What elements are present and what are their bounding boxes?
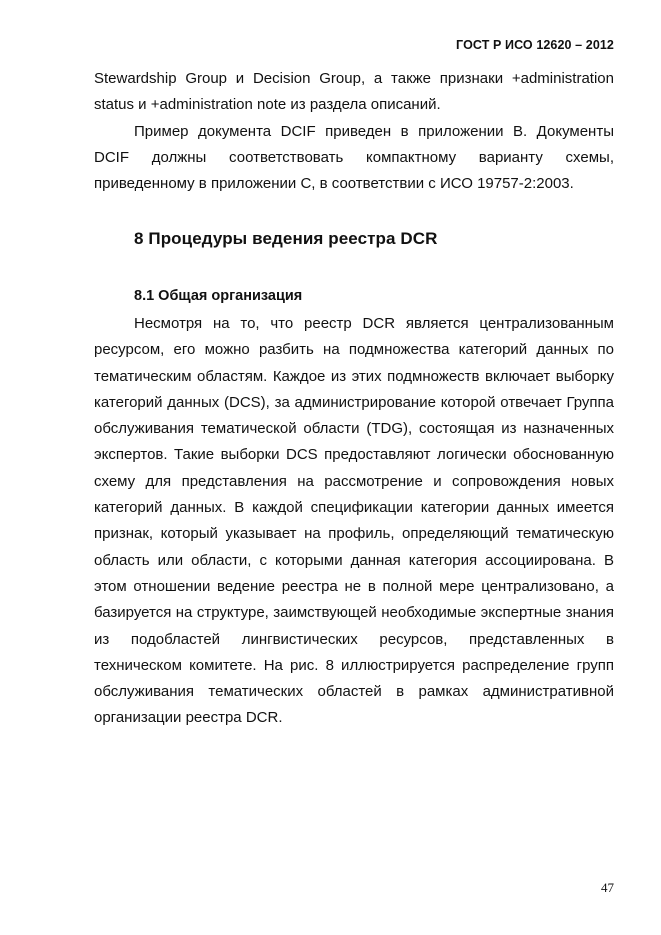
- subsection-heading: 8.1 Общая организация: [134, 288, 303, 304]
- paragraph-general-organization: Несмотря на то, что реестр DCR является централизованным ресурсом, его можно разбить на подмножества категорий данных по тематическим областям. Каждое из этих подмножеств включает выборку категорий данных (DCS), за администрирование которой отвечает Группа обслуживания тематической области (TDG), состоящая из назначенных экспертов. Такие выборки DCS предоставляют логически обоснованную схему для представления на рассмотрение и сопровождения новых категорий данных. В каждой спецификации категории данных имеется признак, который указывает на профиль, определяющий тематическую область или области, с которыми данная категория ассоциирована. В этом отношении ведение реестра не в полной мере централизовано, а базируется на структуре, заимствующей необходимые экспертные знания из подобластей лингвистических ресурсов, представленных в техническом комитете. На рис. 8 иллюстрируется распределение групп обслуживания тематических областей в рамках административной организации реестра DCR.: [94, 315, 614, 727]
- page-number: 47: [601, 880, 614, 895]
- section-heading: 8 Процедуры ведения реестра DCR: [134, 229, 438, 248]
- paragraph-dcif-example: Пример документа DCIF приведен в приложении B. Документы DCIF должны соответствовать компактному варианту схемы, приведенному в приложении C, в соответствии с ИСО 19757-2:2003.: [94, 122, 614, 193]
- paragraph-continuation: Stewardship Group и Decision Group, а также признаки +administration status и +administration note из раздела описаний.: [94, 70, 614, 114]
- intro-text-block: [94, 66, 614, 197]
- standard-header: ГОСТ Р ИСО 12620 – 2012: [456, 38, 614, 52]
- subsection-text-block: [94, 311, 614, 732]
